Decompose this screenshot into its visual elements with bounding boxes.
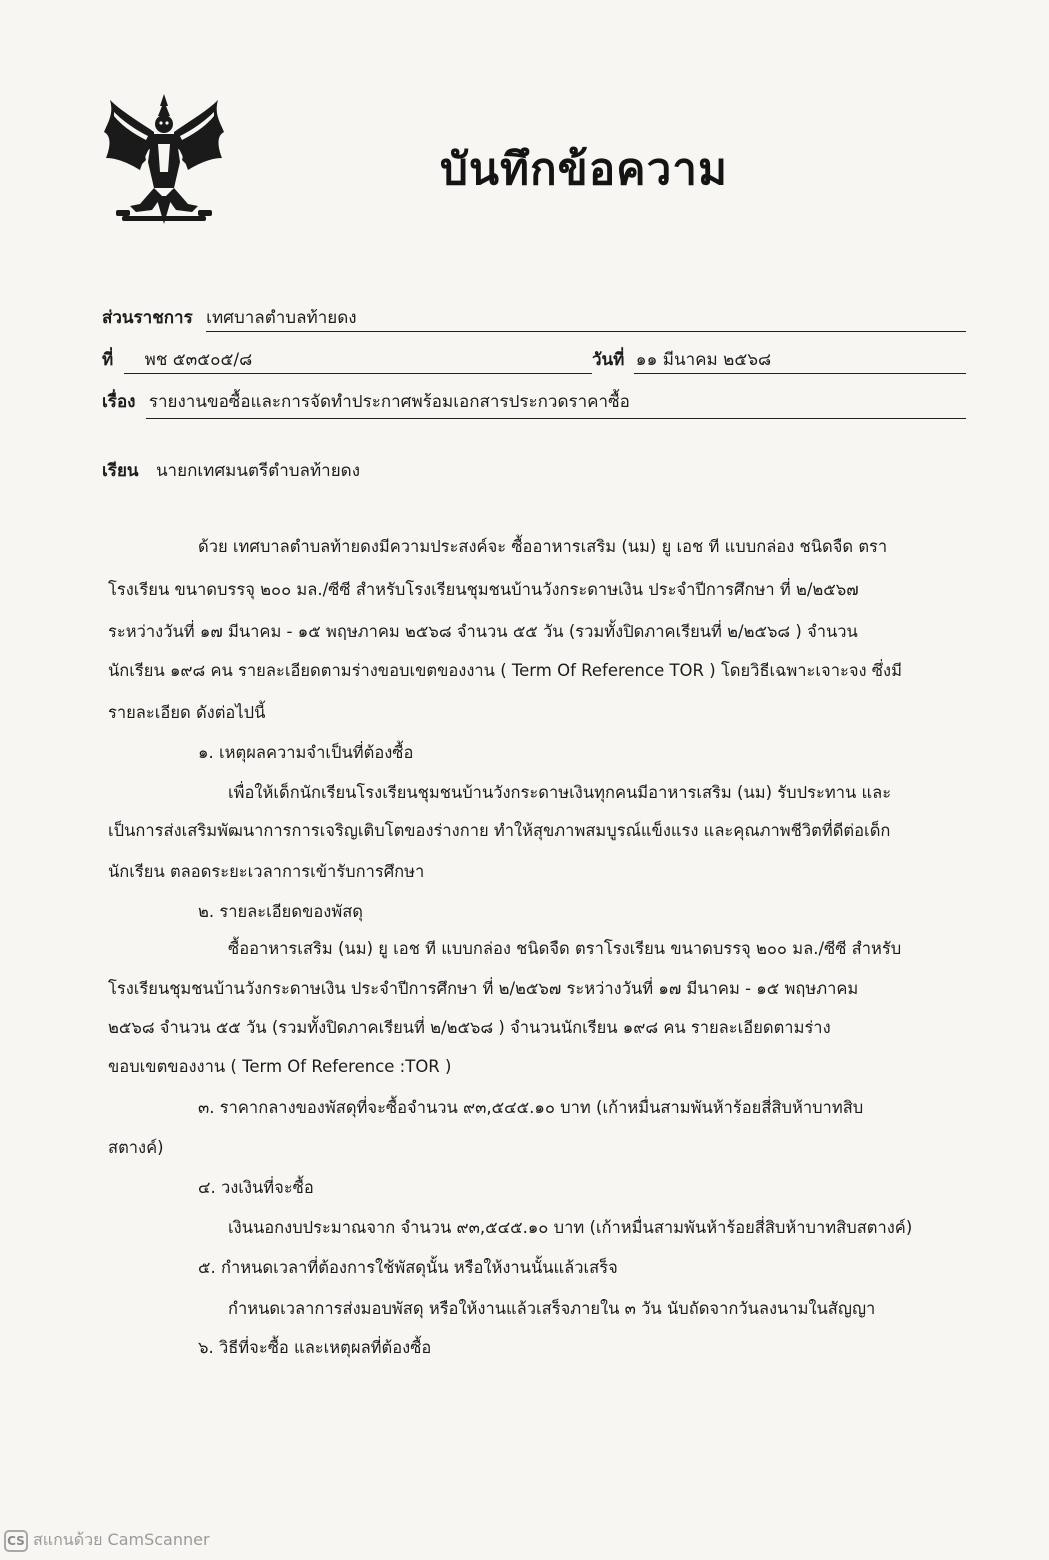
date-row bbox=[592, 346, 771, 373]
salutation-label: เรียน bbox=[102, 461, 139, 481]
section-1-heading: ๑. เหตุผลความจำเป็นที่ต้องซื้อ bbox=[198, 743, 414, 762]
section-5-heading: ๕. กำหนดเวลาที่ต้องการใช้พัสดุนั้น หรือให้งานนั้นแล้วเสร็จ bbox=[198, 1258, 618, 1277]
agency-label: ส่วนราชการ bbox=[102, 308, 193, 328]
section-3-line: ๓. ราคากลางของพัสดุที่จะซื้อจำนวน ๙๓,๕๔๕.๑๐ บาท (เก้าหมื่นสามพันห้าร้อยสี่สิบห้าบาทสิบ bbox=[198, 1098, 864, 1117]
section-2-line: ๒๕๖๘ จำนวน ๕๕ วัน (รวมทั้งปิดภาคเรียนที่ ๒/๒๕๖๘ ) จำนวนนักเรียน ๑๙๘ คน รายละเอียดตามร่าง bbox=[108, 1018, 831, 1037]
section-2-line: ขอบเขตของงาน ( Term Of Reference :TOR ) bbox=[108, 1057, 452, 1076]
subject-underline bbox=[146, 418, 966, 419]
ref-label: ที่ bbox=[102, 350, 114, 370]
section-2-heading: ๒. รายละเอียดของพัสดุ bbox=[198, 902, 363, 921]
section-1-line: นักเรียน ตลอดระยะเวลาการเข้ารับการศึกษา bbox=[108, 862, 425, 881]
intro-line: โรงเรียน ขนาดบรรจุ ๒๐๐ มล./ซีซี สำหรับโรงเรียนชุมชนบ้านวังกระดาษเงิน ประจำปีการศึกษา ที่ ๒/๒๕๖๗ bbox=[108, 580, 859, 599]
section-1-line: เพื่อให้เด็กนักเรียนโรงเรียนชุมชนบ้านวังกระดาษเงินทุกคนมีอาหารเสริม (นม) รับประทาน และ bbox=[228, 783, 892, 802]
subject-value: รายงานขอซื้อและการจัดทำประกาศพร้อมเอกสารประกวดราคาซื้อ bbox=[148, 392, 630, 412]
agency-row bbox=[102, 304, 357, 331]
section-4-heading: ๔. วงเงินที่จะซื้อ bbox=[198, 1178, 314, 1197]
intro-line: ด้วย เทศบาลตำบลท้ายดงมีความประสงค์จะ ซื้ออาหารเสริม (นม) ยู เอช ที แบบกล่อง ชนิดจืด ตรา bbox=[198, 537, 888, 556]
date-underline bbox=[634, 373, 966, 374]
agency-underline bbox=[206, 331, 966, 332]
date-value: ๑๑ มีนาคม ๒๕๖๘ bbox=[635, 350, 772, 370]
camscanner-watermark bbox=[4, 1528, 210, 1553]
salutation bbox=[102, 457, 360, 484]
ref-underline bbox=[124, 373, 592, 374]
ref-value: พช ๕๓๕๐๕/๘ bbox=[144, 350, 253, 370]
section-6-heading: ๖. วิธีที่จะซื้อ และเหตุผลที่ต้องซื้อ bbox=[198, 1338, 432, 1357]
subject-label: เรื่อง bbox=[102, 392, 136, 412]
camscanner-text: สแกนด้วย CamScanner bbox=[33, 1530, 210, 1549]
garuda-emblem-icon bbox=[100, 92, 228, 232]
section-5-line: กำหนดเวลาการส่งมอบพัสดุ หรือให้งานแล้วเสร็จภายใน ๓ วัน นับถัดจากวันลงนามในสัญญา bbox=[228, 1299, 876, 1318]
intro-line: ระหว่างวันที่ ๑๗ มีนาคม - ๑๕ พฤษภาคม ๒๕๖๘ จำนวน ๕๕ วัน (รวมทั้งปิดภาคเรียนที่ ๒/๒๕๖๘ ) จำนวน bbox=[108, 622, 858, 641]
document-title: บันทึกข้อความ bbox=[440, 144, 729, 195]
intro-line: นักเรียน ๑๙๘ คน รายละเอียดตามร่างขอบเขตของงาน ( Term Of Reference TOR ) โดยวิธีเฉพาะเจาะจง ซึ่งมี bbox=[108, 661, 902, 680]
intro-line: รายละเอียด ดังต่อไปนี้ bbox=[108, 703, 266, 722]
agency-value: เทศบาลตำบลท้ายดง bbox=[206, 308, 357, 328]
subject-row bbox=[102, 388, 630, 415]
section-2-line: ซื้ออาหารเสริม (นม) ยู เอช ที แบบกล่อง ชนิดจืด ตราโรงเรียน ขนาดบรรจุ ๒๐๐ มล./ซีซี สำหรับ bbox=[228, 939, 902, 958]
ref-row bbox=[102, 346, 252, 373]
section-3-line: สตางค์) bbox=[108, 1138, 164, 1157]
section-4-line: เงินนอกงบประมาณจาก จำนวน ๙๓,๕๔๕.๑๐ บาท (เก้าหมื่นสามพันห้าร้อยสี่สิบห้าบาทสิบสตางค์) bbox=[228, 1218, 913, 1237]
section-2-line: โรงเรียนชุมชนบ้านวังกระดาษเงิน ประจำปีการศึกษา ที่ ๒/๒๕๖๗ ระหว่างวันที่ ๑๗ มีนาคม - ๑๕ พฤษภาคม bbox=[108, 979, 859, 998]
camscanner-logo-icon: CS bbox=[4, 1530, 28, 1552]
section-1-line: เป็นการส่งเสริมพัฒนาการการเจริญเติบโตของร่างกาย ทำให้สุขภาพสมบูรณ์แข็งแรง และคุณภาพชีวิตที่ดีต่อเด็ก bbox=[108, 821, 891, 840]
salutation-value: นายกเทศมนตรีตำบลท้ายดง bbox=[155, 461, 361, 481]
date-label: วันที่ bbox=[592, 350, 625, 370]
